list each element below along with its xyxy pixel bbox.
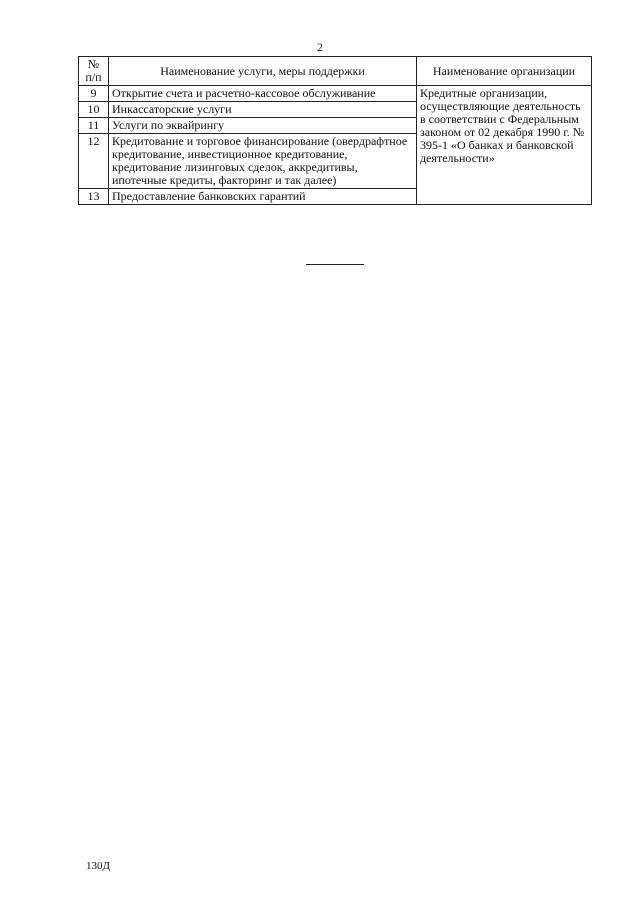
organization-cell: Кредитные организации, осуществляющие деятельность в соответствии с Федеральным законом от 02 декабря 1990 г. № 395-1 «О банках и банковской деятельности» (417, 86, 592, 205)
row-service: Открытие счета и расчетно-кассовое обслуживание (109, 86, 417, 102)
row-service: Предоставление банковских гарантий (109, 189, 417, 205)
header-organization: Наименование организации (417, 57, 592, 86)
row-number: 13 (79, 189, 109, 205)
row-service: Кредитование и торговое финансирование (овердрафтное кредитование, инвестиционное кредитование, кредитование лизинговых сделок, аккредитивы, ипотечные кредиты, факторинг и так далее) (109, 134, 417, 189)
end-divider-line (306, 264, 364, 265)
row-number: 10 (79, 102, 109, 118)
header-number-symbol: № (87, 57, 100, 71)
row-service: Услуги по эквайрингу (109, 118, 417, 134)
row-service: Инкассаторские услуги (109, 102, 417, 118)
table-row (79, 86, 592, 102)
header-number (79, 57, 109, 86)
row-number: 9 (79, 86, 109, 102)
header-service: Наименование услуги, меры поддержки (109, 57, 417, 86)
footer-document-code: 130Д (86, 860, 111, 872)
page-number: 2 (317, 40, 323, 54)
services-table (78, 56, 592, 205)
row-number: 11 (79, 118, 109, 134)
header-number-abbr: п/п (85, 70, 102, 84)
row-number: 12 (79, 134, 109, 189)
table-header-row (79, 57, 592, 86)
